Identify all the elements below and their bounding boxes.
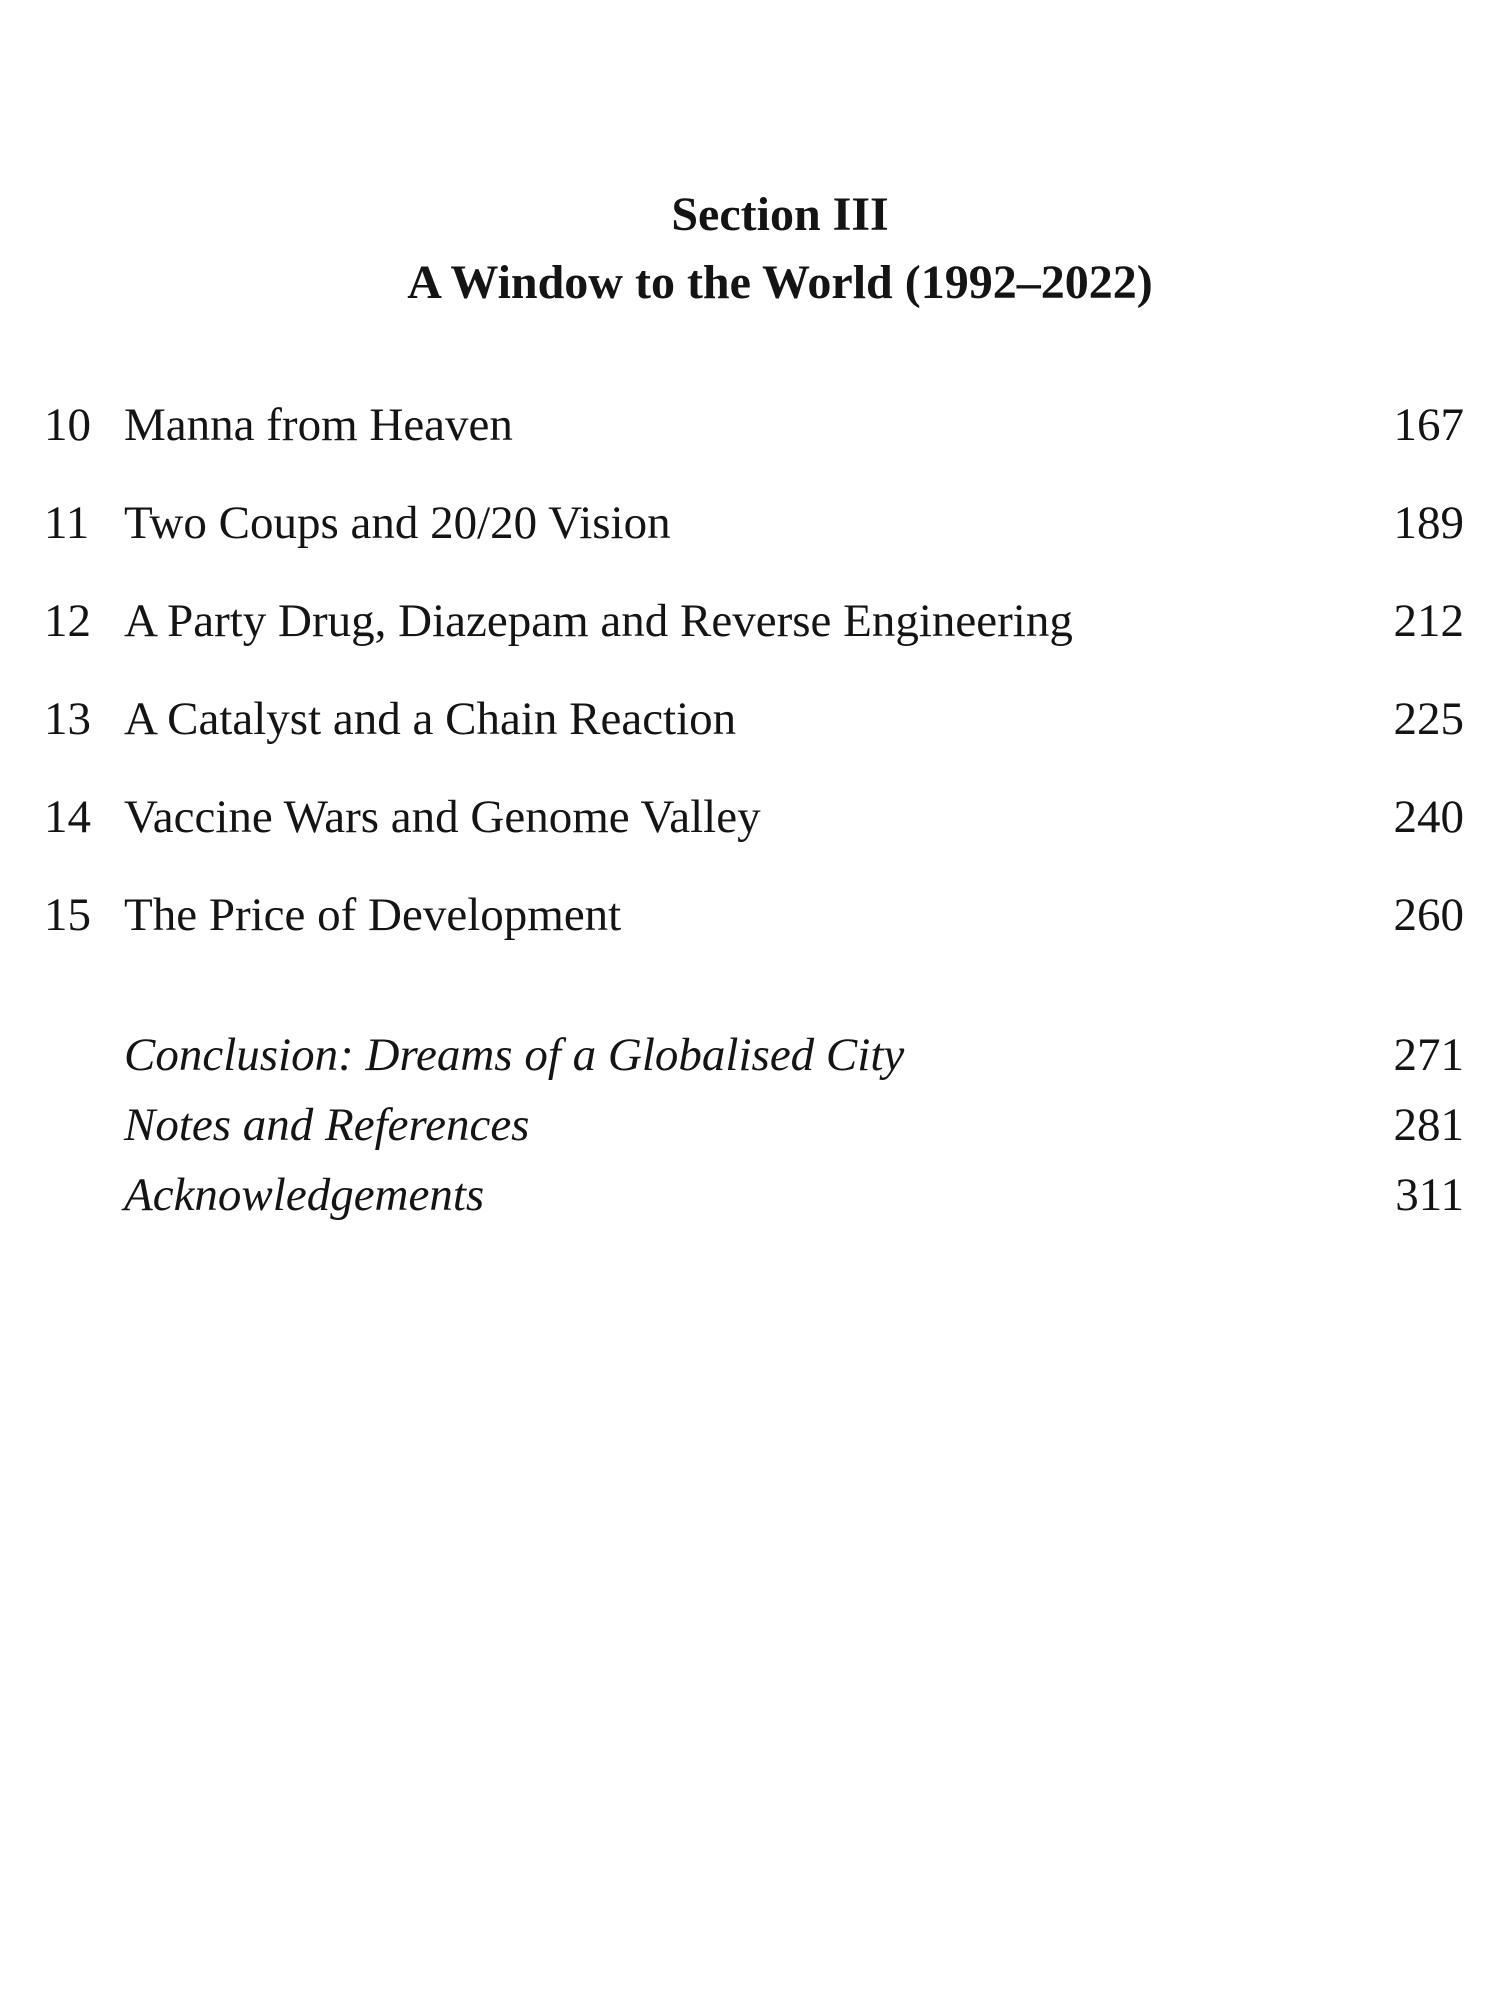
chapter-number: 12	[44, 595, 91, 647]
chapter-page-number: 189	[1393, 497, 1464, 549]
toc-entry-chapter-13[interactable]	[44, 684, 1464, 782]
chapter-title: A Catalyst and a Chain Reaction	[124, 693, 737, 745]
chapter-number: 11	[44, 497, 90, 549]
toc-entry-chapter-15[interactable]	[44, 880, 1464, 978]
toc-entry-chapter-14[interactable]	[44, 782, 1464, 880]
chapter-title: A Party Drug, Diazepam and Reverse Engineering	[124, 595, 1073, 647]
section-label: Section III	[671, 188, 889, 241]
backmatter-title: Notes and References	[124, 1099, 530, 1151]
section-title: A Window to the World (1992–2022)	[407, 256, 1153, 309]
toc-entry-acknowledgements[interactable]	[124, 1160, 1464, 1230]
toc-entry-chapter-10[interactable]	[44, 390, 1464, 488]
chapter-title: Two Coups and 20/20 Vision	[124, 497, 671, 549]
backmatter-list	[124, 1020, 1464, 1230]
chapter-title: Manna from Heaven	[124, 399, 513, 451]
backmatter-title: Conclusion: Dreams of a Globalised City	[124, 1029, 905, 1081]
chapter-page-number: 225	[1393, 693, 1464, 745]
backmatter-title: Acknowledgements	[124, 1169, 485, 1221]
chapter-list	[44, 390, 1464, 978]
backmatter-page-number: 271	[1393, 1029, 1464, 1081]
chapter-number: 13	[44, 693, 91, 745]
toc-entry-chapter-12[interactable]	[44, 586, 1464, 684]
chapter-number: 14	[44, 791, 91, 843]
chapter-title: Vaccine Wars and Genome Valley	[124, 791, 761, 843]
chapter-page-number: 212	[1393, 595, 1464, 647]
section-heading	[0, 185, 1500, 313]
chapter-number: 10	[44, 399, 91, 451]
chapter-title: The Price of Development	[124, 889, 622, 941]
chapter-page-number: 167	[1393, 399, 1464, 451]
toc-entry-notes-and-references[interactable]	[124, 1090, 1464, 1160]
toc-entry-conclusion[interactable]	[124, 1020, 1464, 1090]
backmatter-page-number: 311	[1395, 1169, 1464, 1221]
backmatter-page-number: 281	[1393, 1099, 1464, 1151]
chapter-page-number: 260	[1393, 889, 1464, 941]
toc-entry-chapter-11[interactable]	[44, 488, 1464, 586]
chapter-page-number: 240	[1393, 791, 1464, 843]
chapter-number: 15	[44, 889, 91, 941]
